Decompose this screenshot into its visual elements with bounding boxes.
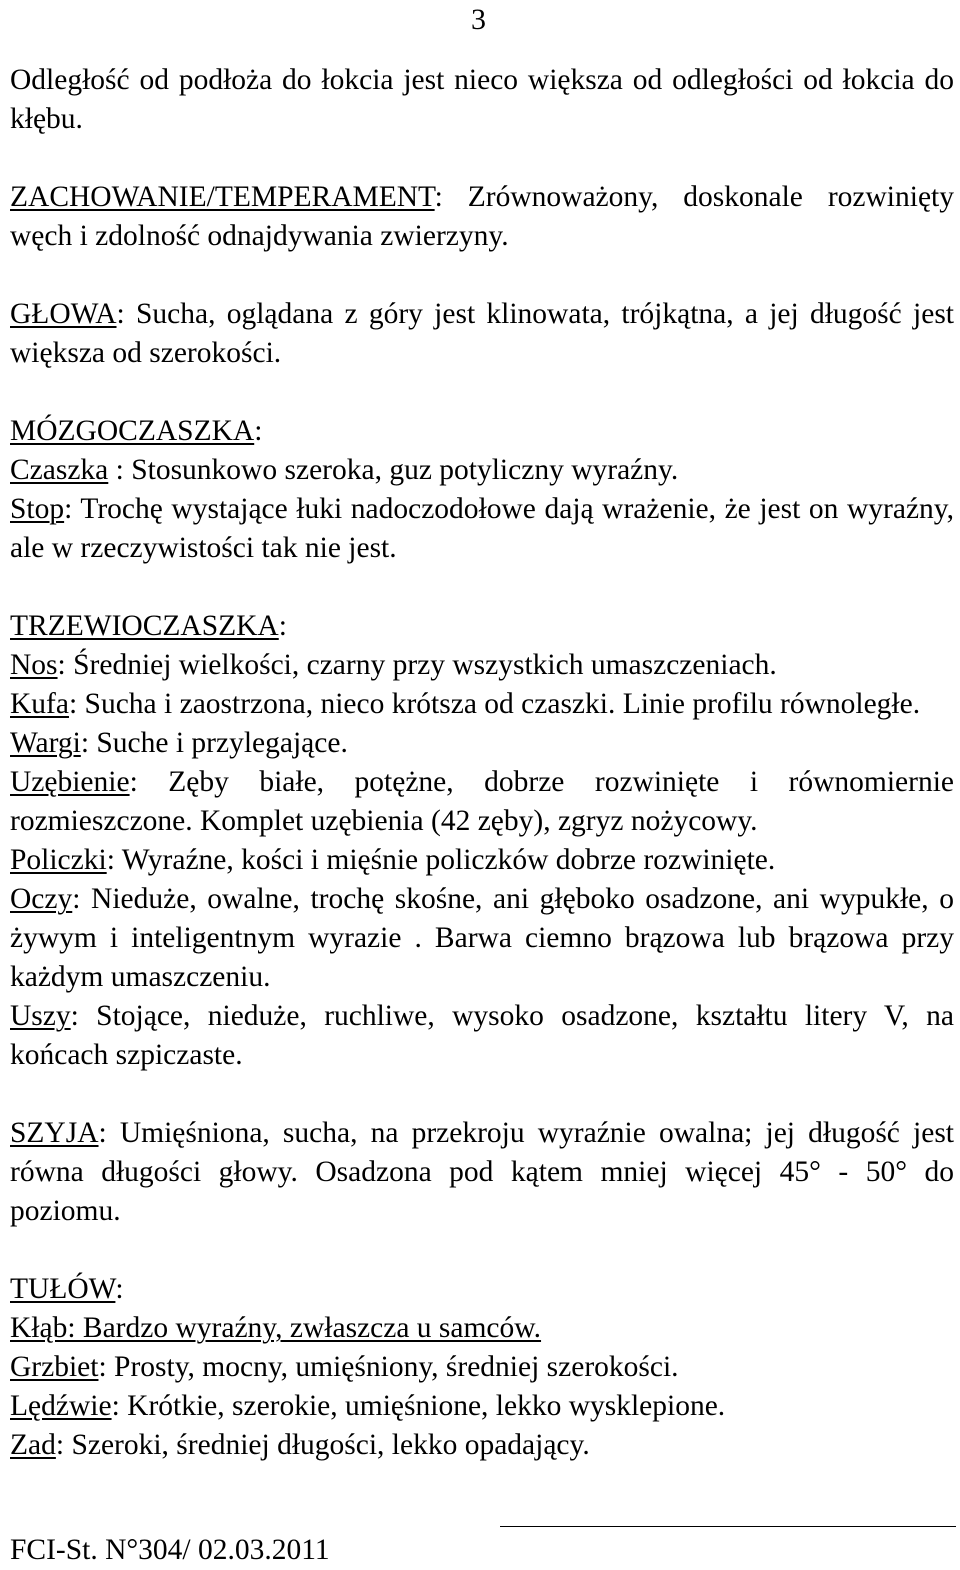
item-muzzle	[10, 685, 954, 724]
footer-rule	[500, 1526, 956, 1527]
cheeks-label: Policzki	[10, 844, 107, 876]
paragraph-elbow: Odległość od podłoża do łokcia jest nieco większa od odległości od łokcia do kłębu.	[10, 64, 954, 135]
croup-text: : Szeroki, średniej długości, lekko opadający.	[55, 1429, 590, 1461]
teeth-text: : Zęby białe, potężne, dobrze rozwinięte i równomiernie rozmieszczone. Komplet uzębienia (42 zęby), zgryz nożycowy.	[10, 766, 954, 837]
heading-cranial-label: MÓZGOCZASZKA	[10, 415, 255, 447]
eyes-text: : Nieduże, owalne, trochę skośne, ani głęboko osadzone, ani wypukłe, o żywym i inteligentnym wyrazie . Barwa ciemno brązowa lub brązowa przy każdym umaszczeniu.	[10, 883, 954, 993]
heading-neck: SZYJA	[10, 1117, 99, 1149]
withers-text: Kłąb: Bardzo wyraźny, zwłaszcza u samców.	[10, 1312, 542, 1344]
item-eyes	[10, 880, 954, 997]
croup-label: Zad	[10, 1429, 56, 1461]
teeth-label: Uzębienie	[10, 766, 130, 798]
item-croup	[10, 1426, 954, 1465]
item-stop	[10, 490, 954, 568]
item-cheeks	[10, 841, 954, 880]
lips-label: Wargi	[10, 727, 81, 759]
heading-behaviour: ZACHOWANIE/TEMPERAMENT	[10, 181, 435, 213]
footer-standard-ref: FCI-St. N°304/ 02.03.2011	[10, 1534, 330, 1566]
item-loin	[10, 1387, 954, 1426]
eyes-label: Oczy	[10, 883, 73, 915]
item-ears	[10, 997, 954, 1075]
heading-cranial-region: MÓZGOCZASZKA:	[10, 415, 263, 447]
item-back	[10, 1348, 954, 1387]
nose-label: Nos	[10, 649, 58, 681]
section-behaviour: ZACHOWANIE/TEMPERAMENT: Zrównoważony, doskonale rozwinięty węch i zdolność odnajdywania zwierzyny.	[10, 181, 954, 252]
skull-label: Czaszka	[10, 454, 109, 486]
loin-text: : Krótkie, szerokie, umięśnione, lekko wysklepione.	[111, 1390, 726, 1422]
ears-text: : Stojące, nieduże, ruchliwe, wysoko osadzone, kształtu litery V, na końcach szpiczaste.	[10, 1000, 954, 1071]
lips-text: : Suche i przylegające.	[80, 727, 348, 759]
item-nose	[10, 646, 954, 685]
loin-label: Lędźwie	[10, 1390, 112, 1422]
stop-label: Stop	[10, 493, 65, 525]
muzzle-label: Kufa	[10, 688, 69, 720]
heading-facial-region: TRZEWIOCZASZKA:	[10, 610, 287, 642]
item-withers	[10, 1309, 954, 1348]
cheeks-text: : Wyraźne, kości i mięśnie policzków dobrze rozwinięte.	[106, 844, 776, 876]
stop-text: : Trochę wystające łuki nadoczodołowe dają wrażenie, że jest on wyraźny, ale w rzeczywistości tak nie jest.	[10, 493, 954, 564]
section-head: GŁOWA: Sucha, oglądana z góry jest klinowata, trójkątna, a jej długość jest większa od szerokości.	[10, 298, 954, 369]
item-skull	[10, 451, 954, 490]
document-body	[10, 61, 954, 1465]
heading-body: TUŁÓW:	[10, 1273, 124, 1305]
nose-text: : Średniej wielkości, czarny przy wszystkich umaszczeniach.	[57, 649, 777, 681]
section-neck	[10, 1114, 954, 1231]
heading-body-label: TUŁÓW	[10, 1273, 116, 1305]
muzzle-text: : Sucha i zaostrzona, nieco krótsza od czaszki. Linie profilu równoległe.	[68, 688, 921, 720]
page-number: 3	[471, 3, 486, 36]
head-text: Sucha, oglądana z góry jest klinowata, trójkątna, a jej długość jest większa od szerokości.	[10, 298, 954, 369]
ears-label: Uszy	[10, 1000, 71, 1032]
heading-facial-label: TRZEWIOCZASZKA	[10, 610, 279, 642]
back-label: Grzbiet	[10, 1351, 99, 1383]
item-lips	[10, 724, 954, 763]
heading-head: GŁOWA	[10, 298, 117, 330]
neck-text: : Umięśniona, sucha, na przekroju wyraźnie owalna; jej długość jest równa długości głowy. Osadzona pod kątem mniej więcej 45° - 50° do poziomu.	[10, 1117, 954, 1227]
skull-text: : Stosunkowo szeroka, guz potyliczny wyraźny.	[108, 454, 679, 486]
back-text: : Prosty, mocny, umięśniony, średniej szerokości.	[98, 1351, 679, 1383]
behaviour-text: Zrównoważony, doskonale rozwinięty węch i zdolność odnajdywania zwierzyny.	[10, 181, 954, 252]
item-teeth	[10, 763, 954, 841]
